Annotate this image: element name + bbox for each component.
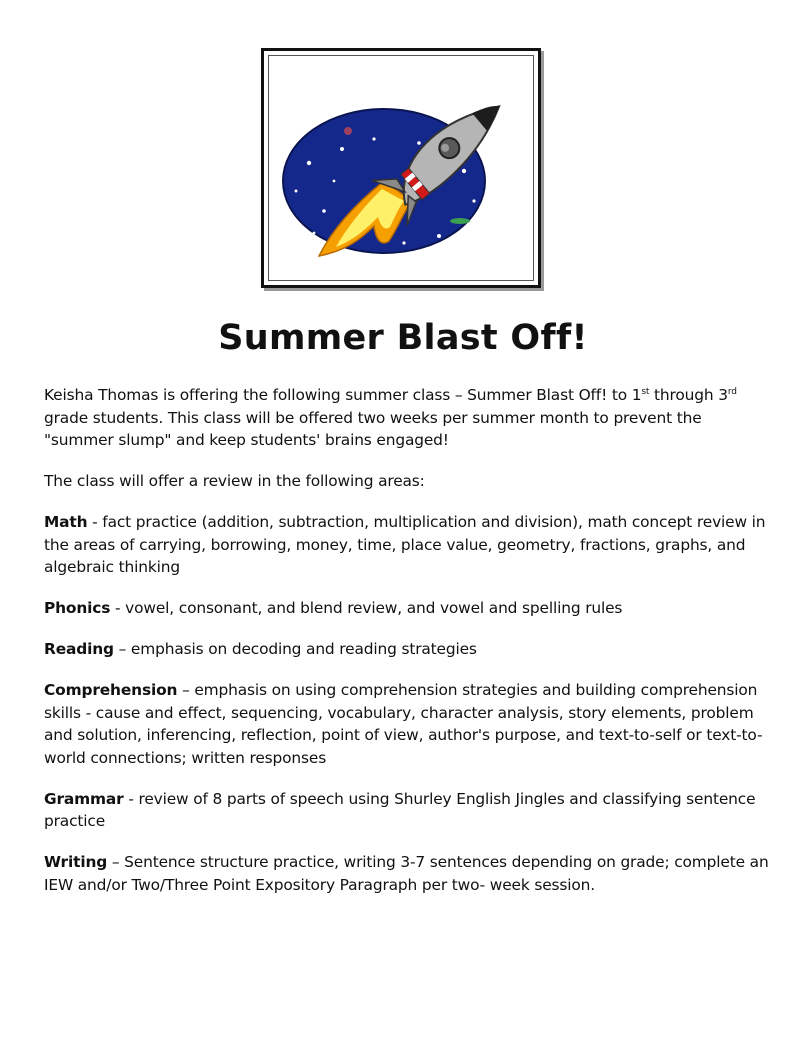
subject-math: Math - fact practice (addition, subtraction, multiplication and division), math concept review in the areas of carrying, borrowing, money, time, place value, geometry, fractions, graphs, and algebraic thinking <box>44 513 766 576</box>
subject-writing: Writing – Sentence structure practice, writing 3-7 sentences depending on grade; complete an IEW and/or Two/Three Point Expository Paragraph per two- week session. <box>44 853 769 894</box>
page-title: Summer Blast Off! <box>218 318 588 358</box>
subject-name: Phonics <box>44 599 111 617</box>
saucer <box>450 218 470 224</box>
subject-name: Grammar <box>44 789 124 808</box>
subject-comprehension: Comprehension – emphasis on using comprehension strategies and building comprehension skills - cause and effect, sequencing, vocabulary, character analysis, story elements, problem and solution, inferencing, reflection, point of view, author's purpose, and text-to-self or text-to-world connections; written responses <box>44 681 763 767</box>
subject-reading: Reading – emphasis on decoding and reading strategies <box>44 640 477 658</box>
rocket-image-frame <box>261 48 541 288</box>
planet <box>344 127 352 135</box>
subject-name: Reading <box>44 640 114 658</box>
subject-name: Math <box>44 513 88 531</box>
subject-name: Comprehension <box>44 681 178 699</box>
subject-name: Writing <box>44 853 108 871</box>
rocket-icon <box>264 51 538 285</box>
subject-grammar: Grammar - review of 8 parts of speech using Shurley English Jingles and classifying sentence practice <box>44 789 756 830</box>
subject-phonics: Phonics - vowel, consonant, and blend review, and vowel and spelling rules <box>44 599 623 617</box>
review-intro: The class will offer a review in the following areas: <box>44 472 425 490</box>
intro-paragraph: Keisha Thomas is offering the following summer class – Summer Blast Off! to 1st through 3rd grade students. This class will be offered two weeks per summer month to prevent the "summer slump" and keep students' brains engaged! <box>44 386 737 449</box>
document-body <box>44 384 774 915</box>
